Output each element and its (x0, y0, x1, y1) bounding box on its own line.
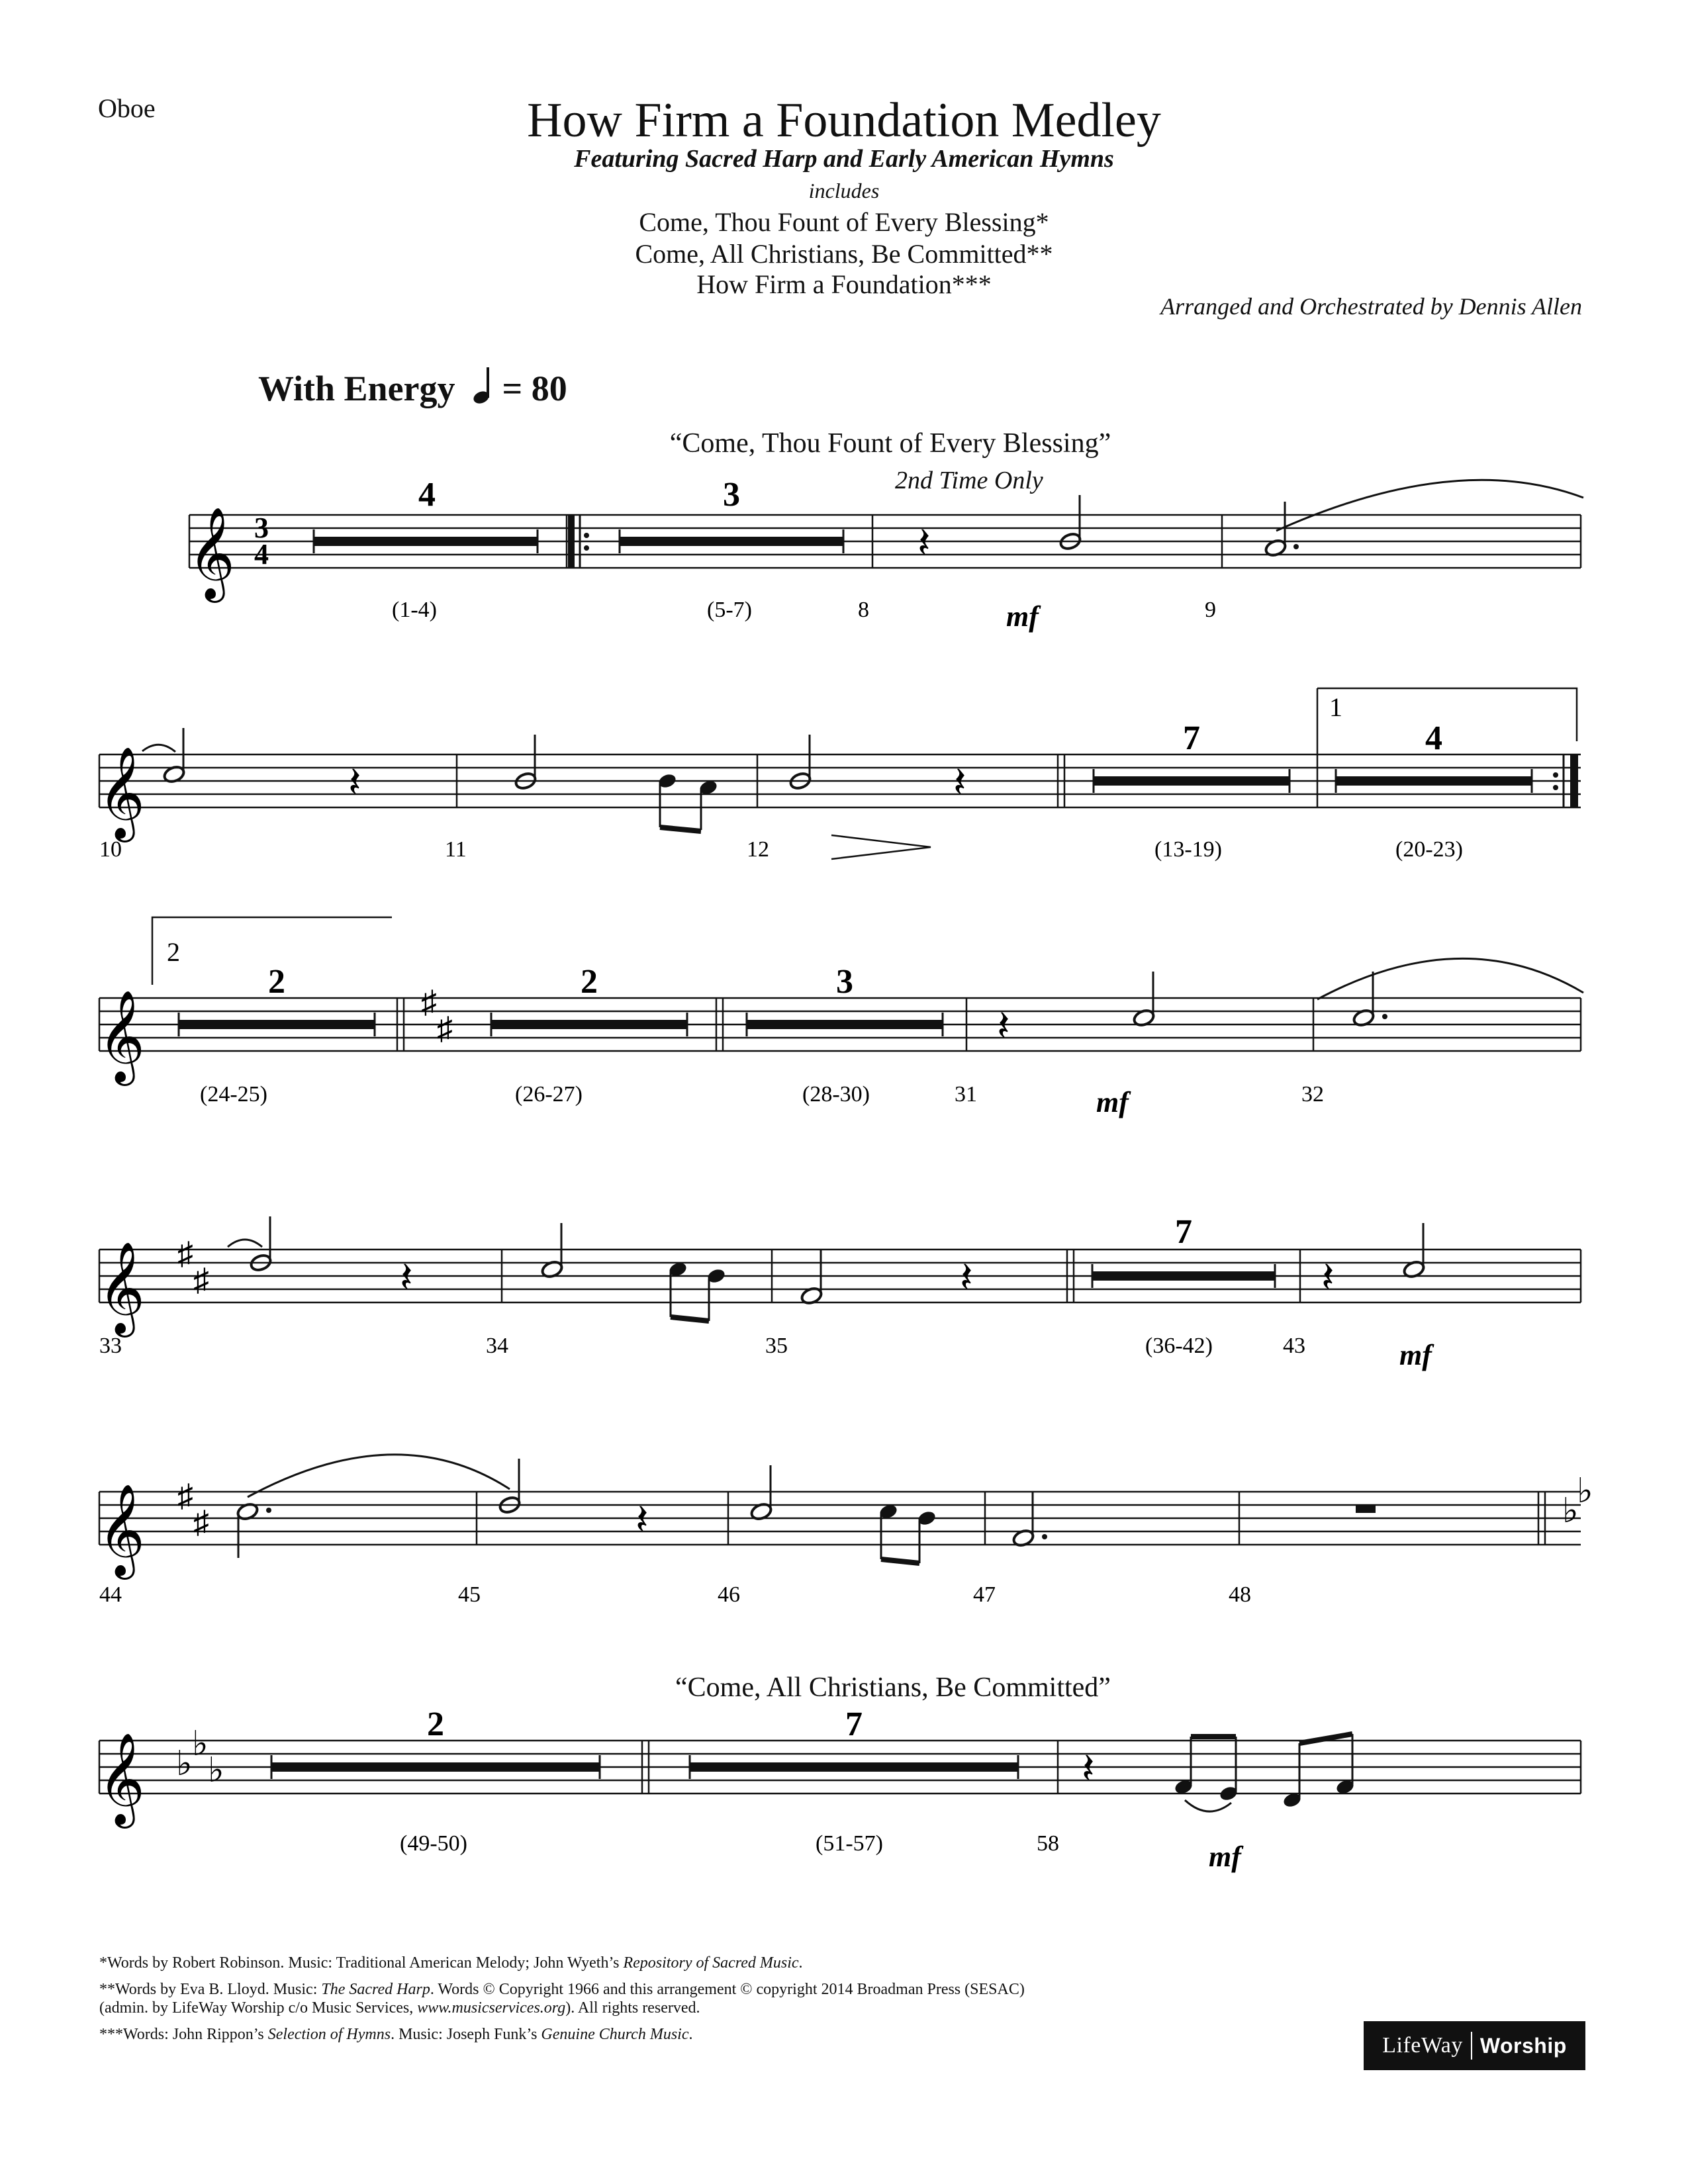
treble-clef-icon: 𝄞 (188, 509, 235, 597)
measure-label: 33 (99, 1334, 122, 1358)
rest-count: 7 (845, 1706, 863, 1743)
volta-number: 1 (1329, 692, 1342, 722)
quarter-rest-icon: 𝄽 (953, 759, 966, 806)
dynamic-mf: mf (1209, 1841, 1241, 1873)
measure-label: 35 (765, 1334, 788, 1358)
footnote-3: ***Words: John Rippon’s Selection of Hymns. Music: Joseph Funk’s Genuine Church Music. (99, 2026, 693, 2043)
measure-label: 10 (99, 837, 122, 862)
slur (1276, 480, 1583, 531)
page-title: How Firm a Foundation Medley (527, 93, 1161, 148)
hymn-title-2: Come, All Christians, Be Committed** (635, 239, 1053, 269)
dynamic-mf: mf (1006, 600, 1039, 633)
slur (1317, 958, 1583, 999)
measure-label: 48 (1229, 1582, 1251, 1607)
tempo-text: With Energy (258, 369, 455, 408)
logo-right: Worship (1479, 2033, 1567, 2058)
treble-clef-icon: 𝄞 (98, 992, 145, 1080)
treble-clef-icon: 𝄞 (98, 1244, 145, 1332)
slur (248, 1455, 510, 1497)
dynamic-mf: mf (1399, 1339, 1432, 1371)
rest-count: 2 (268, 963, 285, 1001)
footnotes (99, 1954, 1357, 2052)
repeat-end-barline (1570, 754, 1578, 807)
measure-label: 34 (486, 1334, 508, 1358)
sharp-icon: ♯ (193, 1505, 209, 1540)
time-sig-top: 3 (254, 512, 269, 544)
multi-rest-bar (620, 537, 843, 546)
sharp-icon: ♯ (421, 985, 437, 1020)
footnote-1: *Words by Robert Robinson. Music: Traditional American Melody; John Wyeth’s Repository of Sacred Music. (99, 1954, 803, 1972)
instrument-name: Oboe (98, 93, 156, 123)
measure-label: (51-57) (816, 1831, 883, 1856)
rest-count: 2 (427, 1706, 444, 1743)
staff-system-4 (99, 1250, 1581, 1302)
rest-count: 4 (418, 476, 436, 514)
flat-icon: ♭ (192, 1725, 209, 1763)
multi-rest-bar (314, 537, 538, 546)
hymn-title-1: Come, Thou Fount of Every Blessing* (639, 207, 1049, 237)
sharp-icon: ♯ (437, 1011, 453, 1046)
dynamic-mf: mf (1096, 1086, 1129, 1118)
publisher-logo (1364, 2021, 1585, 2070)
measure-label: (28-30) (802, 1082, 870, 1107)
measure-label: 43 (1283, 1334, 1305, 1358)
quarter-rest-icon: 𝄽 (635, 1496, 649, 1543)
time-sig-bottom: 4 (254, 538, 269, 570)
whole-rest-icon (1356, 1505, 1376, 1513)
measure-label: (26-27) (515, 1082, 583, 1107)
subtitle: Featuring Sacred Harp and Early American Hymns (574, 145, 1114, 173)
quarter-rest-icon: 𝄽 (917, 520, 931, 567)
section-cue-1: “Come, Thou Fount of Every Blessing” (669, 428, 1111, 459)
measure-label: (24-25) (200, 1082, 267, 1107)
rest-count: 7 (1183, 719, 1200, 757)
repeat-start-barline (568, 515, 575, 568)
treble-clef-icon: 𝄞 (98, 1486, 145, 1574)
footnote-2: **Words by Eva B. Lloyd. Music: The Sacred Harp. Words © Copyright 1966 and this arrangement © copyright 2014 Broadman Press (SESAC) (admin. by LifeWay Worship c/o Music Services, www.musicservices.org). All rights reserved. (99, 1981, 1025, 2017)
measure-label: 44 (99, 1582, 122, 1607)
measure-label: 9 (1205, 598, 1216, 622)
measure-label: 31 (955, 1082, 977, 1107)
volta-bracket-1 (1317, 688, 1577, 741)
includes-label: includes (808, 179, 880, 203)
measure-label: 12 (747, 837, 769, 862)
sharp-icon: ♯ (193, 1263, 209, 1298)
measure-label: 32 (1301, 1082, 1324, 1107)
logo-left: LifeWay (1382, 2033, 1463, 2058)
section-cue-2: “Come, All Christians, Be Committed” (675, 1672, 1111, 1703)
measure-label: (20-23) (1395, 837, 1463, 862)
rest-count: 7 (1175, 1213, 1192, 1251)
measure-label: (1-4) (392, 598, 437, 622)
rest-count: 3 (836, 963, 853, 1001)
flat-icon: ♭ (1562, 1492, 1579, 1530)
quarter-rest-icon: 𝄽 (348, 759, 361, 806)
treble-clef-icon: 𝄞 (98, 1735, 145, 1823)
flat-icon: ♭ (208, 1752, 224, 1790)
measure-label: (49-50) (400, 1831, 467, 1856)
volta-number: 2 (167, 937, 180, 967)
decrescendo-hairpin (831, 835, 931, 859)
quarter-rest-icon: 𝄽 (1321, 1254, 1335, 1301)
rest-count: 4 (1425, 719, 1442, 757)
measure-label: (13-19) (1154, 837, 1222, 862)
tempo-value: = 80 (502, 369, 567, 408)
measure-label: 47 (973, 1582, 996, 1607)
sharp-icon: ♯ (177, 1236, 193, 1271)
flat-icon: ♭ (1577, 1473, 1593, 1510)
second-time-cue: 2nd Time Only (895, 467, 1043, 494)
measure-label: 11 (445, 837, 467, 862)
sharp-icon: ♯ (177, 1479, 193, 1514)
flat-icon: ♭ (176, 1745, 193, 1783)
quarter-rest-icon: 𝄽 (1082, 1745, 1095, 1792)
measure-label: 8 (858, 598, 869, 622)
treble-clef-icon: 𝄞 (98, 749, 145, 837)
staff-system-5 (99, 1492, 1581, 1545)
measure-label: (5-7) (707, 598, 752, 622)
arranger-credit: Arranged and Orchestrated by Dennis Allen (1160, 293, 1582, 320)
measure-label: 46 (718, 1582, 740, 1607)
quarter-rest-icon: 𝄽 (400, 1254, 413, 1301)
quarter-rest-icon: 𝄽 (960, 1254, 973, 1301)
measure-label: 45 (458, 1582, 481, 1607)
slur (1185, 1800, 1231, 1811)
rest-count: 2 (581, 963, 598, 1001)
hymn-title-3: How Firm a Foundation*** (696, 269, 992, 299)
measure-label: (36-42) (1145, 1334, 1213, 1358)
measure-label: 58 (1037, 1831, 1059, 1856)
quarter-rest-icon: 𝄽 (997, 1003, 1010, 1050)
rest-count: 3 (723, 476, 740, 514)
